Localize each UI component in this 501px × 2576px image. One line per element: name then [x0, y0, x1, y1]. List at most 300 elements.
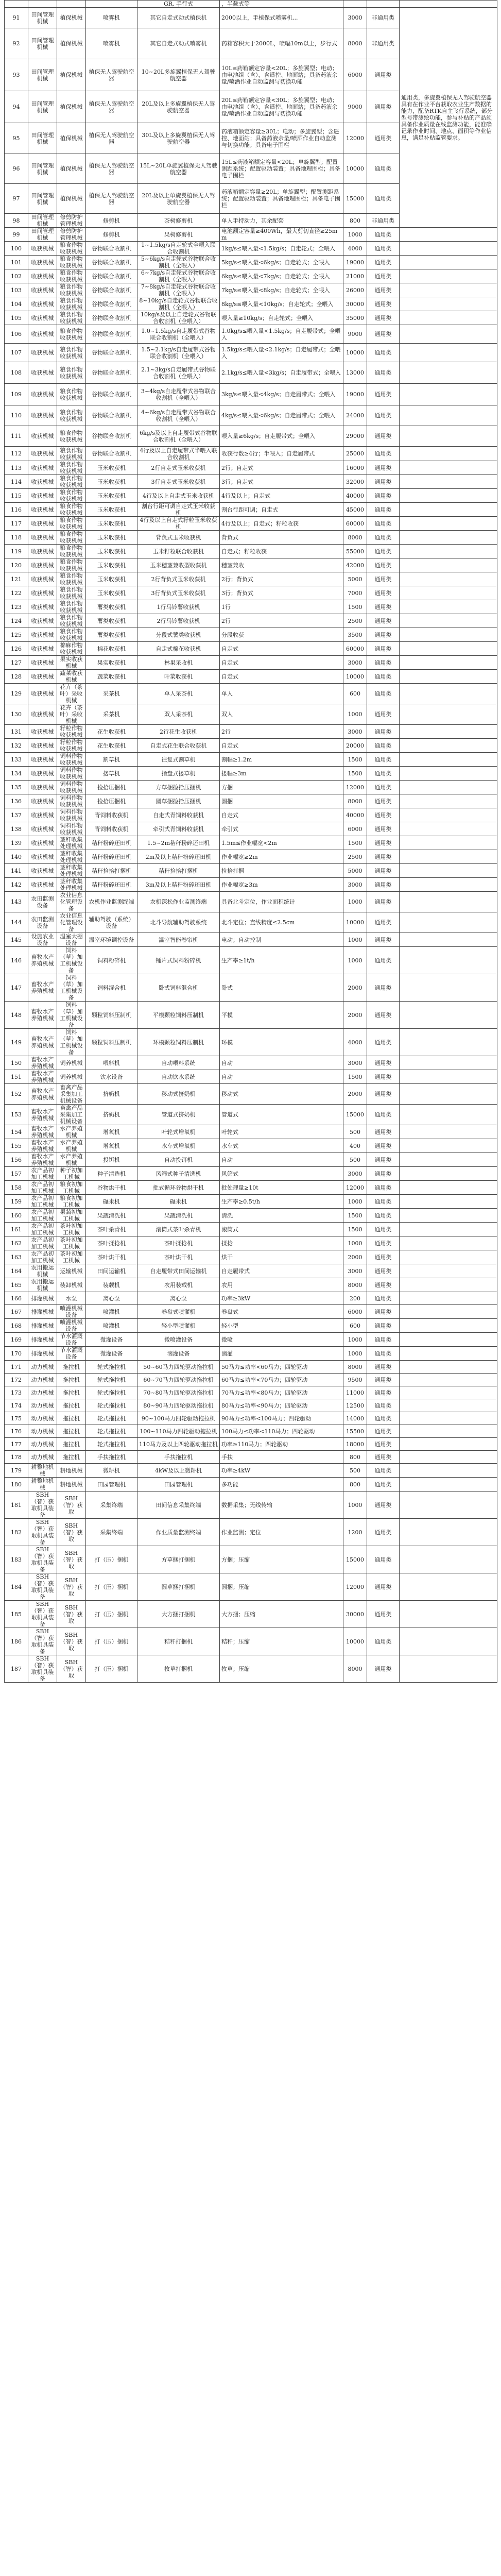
subcategory-cell: 修剪防护管理机械	[57, 214, 86, 228]
scope-cell: 通用类	[367, 642, 400, 656]
note-cell	[400, 1451, 497, 1464]
category-cell: 田间管理机械	[28, 123, 57, 154]
name-cell: 背负式玉米收获机	[137, 531, 220, 545]
subcategory-cell: 农业信息化管理设备	[57, 892, 86, 912]
product-cell: 谷物联合收割机	[86, 405, 137, 426]
price-cell: 4000	[343, 1029, 367, 1056]
subcategory-cell: 畜禽产品采集加工机械设备	[57, 1084, 86, 1105]
seq-cell: 139	[5, 836, 28, 850]
price-cell: 12000	[343, 1181, 367, 1195]
table-row	[5, 1070, 497, 1084]
subcategory-cell: 种子初加工机械	[57, 1167, 86, 1181]
subcategory-cell: 粮食作物收获机械	[57, 558, 86, 572]
subcategory-cell: SBH（智）获取	[57, 1655, 86, 1683]
category-cell: 收获机械	[28, 311, 57, 325]
scope-cell: 通用类	[367, 517, 400, 531]
note-cell	[400, 912, 497, 933]
param-cell: 秸秆；压缩	[220, 1628, 343, 1655]
note-cell	[400, 1425, 497, 1438]
note-cell	[400, 269, 497, 283]
table-row	[5, 1374, 497, 1386]
name-cell: 方草捆捡拾压捆机	[137, 781, 220, 794]
name-cell: 20L及以上多旋翼植保无人驾驶航空器	[137, 91, 220, 123]
note-cell: 通用类，多旋翼植保无人驾驶航空器具有在作业平台获取农业生产数据的能力，配备RTK自主飞行系统，部分型号带测绘功能，参与补贴的产品须具备作业质量在线监测功能，能准确记录作业时间、地点、面积等作业信息，满足补贴监管要求。	[400, 8, 497, 228]
table-row	[5, 642, 497, 656]
scope-cell: 通用类	[367, 545, 400, 558]
note-cell	[400, 850, 497, 864]
price-cell: 1000	[343, 892, 367, 912]
param-cell: 药液箱额定容量≥20L；单旋翼型；配置测距系统；配置驱动装置；具备地理围栏；具备电子围栏	[220, 184, 343, 214]
scope-cell: 通用类	[367, 822, 400, 836]
category-cell: 动力机械	[28, 1374, 57, 1386]
seq-cell: 116	[5, 503, 28, 517]
note-cell	[400, 1167, 497, 1181]
seq-cell: 164	[5, 1264, 28, 1278]
subcategory-cell: 喷灌机械设备	[57, 1319, 86, 1333]
scope-cell: 通用类	[367, 405, 400, 426]
category-cell: 畜牧水产养殖机械	[28, 1056, 57, 1070]
subcategory-cell: 饲料作物收获机械	[57, 794, 86, 808]
table-row	[5, 974, 497, 1002]
product-cell: 微灌设备	[86, 1333, 137, 1347]
price-cell: 21000	[343, 269, 367, 283]
note-cell	[400, 1250, 497, 1264]
scope-cell: 通用类	[367, 1399, 400, 1412]
scope-cell: 通用类	[367, 297, 400, 311]
scope-cell: 通用类	[367, 1029, 400, 1056]
category-cell: 收获机械	[28, 517, 57, 531]
note-cell	[400, 1478, 497, 1492]
scope-cell: 通用类	[367, 1333, 400, 1347]
subcategory-cell: 粮食作物收获机械	[57, 628, 86, 642]
category-cell: 收获机械	[28, 362, 57, 384]
name-cell: 牵引式青饲料收获机	[137, 822, 220, 836]
product-cell: 种子清选机	[86, 1167, 137, 1181]
name-cell: 2行花生收获机	[137, 725, 220, 739]
product-cell: 谷物联合收割机	[86, 325, 137, 344]
category-cell: 农用搬运机械	[28, 1264, 57, 1278]
seq-cell: 136	[5, 794, 28, 808]
table-row	[5, 1655, 497, 1683]
product-cell: 颗粒饲料压制机	[86, 1029, 137, 1056]
scope-cell: 通用类	[367, 1347, 400, 1361]
subcategory-cell: SBH（智）获取	[57, 1628, 86, 1655]
table-row	[5, 362, 497, 384]
name-cell: 作业质量监测终端	[137, 1519, 220, 1546]
price-cell: 15000	[343, 1105, 367, 1125]
note-cell	[400, 447, 497, 461]
category-cell: 收获机械	[28, 384, 57, 405]
name-cell: 秸秆打捆机	[137, 1628, 220, 1655]
product-cell: 轮式拖拉机	[86, 1374, 137, 1386]
price-cell: 16000	[343, 461, 367, 475]
category-cell: 畜牧水产养殖机械	[28, 1105, 57, 1125]
param-cell: 揉捻	[220, 1236, 343, 1250]
param-cell: 圆捆；压缩	[220, 1573, 343, 1601]
product-cell: 玉米收获机	[86, 489, 137, 503]
fragment-name: GR, 手行式	[137, 1, 220, 8]
category-cell: 农产品初加工机械	[28, 1223, 57, 1236]
subcategory-cell: 籽粒作物收获机械	[57, 725, 86, 739]
product-cell: 谷物联合收割机	[86, 447, 137, 461]
price-cell: 1000	[343, 1195, 367, 1209]
table-row	[5, 325, 497, 344]
scope-cell: 通用类	[367, 1374, 400, 1386]
price-cell: 3000	[343, 725, 367, 739]
scope-cell: 通用类	[367, 1002, 400, 1029]
subcategory-cell: 拖拉机	[57, 1438, 86, 1451]
seq-cell: 134	[5, 767, 28, 781]
name-cell: 手扶拖拉机	[137, 1451, 220, 1464]
note-cell	[400, 933, 497, 947]
name-cell: 6kg/s及以上自走履带式谷物联合收割机（全喂入）	[137, 426, 220, 447]
name-cell: 1行马铃薯收获机	[137, 600, 220, 614]
table-row	[5, 1264, 497, 1278]
category-cell: 田间管理机械	[28, 59, 57, 91]
scope-cell: 通用类	[367, 123, 400, 154]
seq-cell: 133	[5, 753, 28, 767]
product-cell: 手扶拖拉机	[86, 1451, 137, 1464]
seq-cell: 118	[5, 531, 28, 545]
note-cell	[400, 1181, 497, 1195]
note-cell	[400, 503, 497, 517]
param-cell: 7kg/s≤喂入量<8kg/s；自走轮式；全喂入	[220, 283, 343, 297]
scope-cell: 通用类	[367, 1386, 400, 1399]
seq-cell: 150	[5, 1056, 28, 1070]
price-cell: 1500	[343, 836, 367, 850]
subcategory-cell: 修剪防护管理机械	[57, 228, 86, 242]
product-cell: 修剪机	[86, 228, 137, 242]
param-cell: 割幅≥1.2m	[220, 753, 343, 767]
name-cell: 2行自走式玉米收获机	[137, 461, 220, 475]
price-cell: 2000	[343, 974, 367, 1002]
name-cell: 圆草捆捡拾压捆机	[137, 794, 220, 808]
table-row	[5, 628, 497, 642]
category-cell: 田间管理机械	[28, 28, 57, 59]
category-cell: 畜牧水产养殖机械	[28, 1070, 57, 1084]
param-cell: 4行及以上；自走式；籽粒收获	[220, 517, 343, 531]
note-cell	[400, 1195, 497, 1209]
category-cell: 收获机械	[28, 344, 57, 362]
table-row	[5, 850, 497, 864]
seq-cell: 95	[5, 123, 28, 154]
scope-cell: 通用类	[367, 656, 400, 670]
table-row	[5, 1002, 497, 1029]
product-cell: 挤奶机	[86, 1084, 137, 1105]
category-cell: 收获机械	[28, 670, 57, 684]
param-cell: 生产率≥0.5t/h	[220, 1195, 343, 1209]
name-cell: 5~6kg/s自走轮式谷物联合收割机（全喂入）	[137, 256, 220, 269]
name-cell: 果树修剪机	[137, 228, 220, 242]
product-cell: 采茶机	[86, 684, 137, 704]
table-row	[5, 1209, 497, 1223]
subcategory-cell: 蔬菜收获机械	[57, 670, 86, 684]
price-cell: 4000	[343, 242, 367, 256]
product-cell: 打（压）捆机	[86, 1628, 137, 1655]
scope-cell: 通用类	[367, 1278, 400, 1292]
param-cell: 药箱容积大于2000L，喷幅10m以上，步行式	[220, 28, 343, 59]
seq-cell: 157	[5, 1167, 28, 1181]
name-cell: 叶菜收获机	[137, 670, 220, 684]
product-cell: 喷灌机	[86, 1319, 137, 1333]
table-row	[5, 1181, 497, 1195]
note-cell	[400, 1305, 497, 1319]
note-cell	[400, 1056, 497, 1070]
category-cell: 田间管理机械	[28, 91, 57, 123]
param-cell: 圆捆	[220, 794, 343, 808]
subcategory-cell: 饲料作物收获机械	[57, 822, 86, 836]
category-cell: 收获机械	[28, 628, 57, 642]
scope-cell: 通用类	[367, 1181, 400, 1195]
seq-cell: 113	[5, 461, 28, 475]
scope-cell: 通用类	[367, 426, 400, 447]
param-cell: 功率≥3kW	[220, 1292, 343, 1305]
name-cell: 管道式挤奶机	[137, 1105, 220, 1125]
category-cell: 畜牧水产养殖机械	[28, 1125, 57, 1139]
price-cell: 8000	[343, 794, 367, 808]
table-row	[5, 1425, 497, 1438]
param-cell: 60马力≤功率<70马力；四轮驱动	[220, 1374, 343, 1386]
price-cell: 30000	[343, 297, 367, 311]
note-cell	[400, 1105, 497, 1125]
name-cell: 自动投饵机	[137, 1153, 220, 1167]
category-cell: 收获机械	[28, 405, 57, 426]
price-cell: 3000	[343, 8, 367, 28]
name-cell: 果蔬清洗机	[137, 1209, 220, 1223]
scope-cell: 通用类	[367, 1438, 400, 1451]
product-cell: 秸秆捡拾打捆机	[86, 864, 137, 878]
scope-cell: 通用类	[367, 947, 400, 974]
table-row	[5, 384, 497, 405]
product-cell: 搂草机	[86, 767, 137, 781]
name-cell: 林果采收机	[137, 656, 220, 670]
note-cell	[400, 794, 497, 808]
name-cell: 滴灌设备	[137, 1347, 220, 1361]
scope-cell: 通用类	[367, 1361, 400, 1374]
product-cell: 玉米收获机	[86, 586, 137, 600]
product-cell: 果实收获机	[86, 656, 137, 670]
price-cell: 8000	[343, 1655, 367, 1683]
subcategory-cell: 饲料作物收获机械	[57, 753, 86, 767]
price-cell: 30000	[343, 1601, 367, 1628]
scope-cell: 通用类	[367, 1492, 400, 1519]
product-cell: 花生收获机	[86, 725, 137, 739]
seq-cell: 124	[5, 614, 28, 628]
subcategory-cell: 棉麻作物收获机械	[57, 642, 86, 656]
note-cell	[400, 1278, 497, 1292]
param-cell: 移动式	[220, 1084, 343, 1105]
seq-cell: 180	[5, 1478, 28, 1492]
scope-cell: 通用类	[367, 59, 400, 91]
name-cell: 自动喂料系统	[137, 1056, 220, 1070]
seq-cell: 171	[5, 1361, 28, 1374]
product-cell: 棉花收获机	[86, 642, 137, 656]
product-cell: 玉米收获机	[86, 503, 137, 517]
product-cell: 玉米收获机	[86, 572, 137, 586]
category-cell: 收获机械	[28, 600, 57, 614]
price-cell: 32000	[343, 475, 367, 489]
subcategory-cell: 饲料作物收获机械	[57, 808, 86, 822]
category-cell: 收获机械	[28, 767, 57, 781]
scope-cell: 通用类	[367, 1153, 400, 1167]
category-cell: 农产品初加工机械	[28, 1250, 57, 1264]
param-cell: 环模	[220, 1029, 343, 1056]
note-cell	[400, 517, 497, 531]
name-cell: 单人采茶机	[137, 684, 220, 704]
category-cell: SBH（智）获取机具装备	[28, 1573, 57, 1601]
table-row	[5, 242, 497, 256]
price-cell: 2000	[343, 1002, 367, 1029]
product-cell: 轮式拖拉机	[86, 1425, 137, 1438]
param-cell: 自走式	[220, 656, 343, 670]
scope-cell: 通用类	[367, 489, 400, 503]
subcategory-cell: 拖拉机	[57, 1386, 86, 1399]
subcategory-cell: 拖拉机	[57, 1412, 86, 1425]
scope-cell: 通用类	[367, 781, 400, 794]
subcategory-cell: 饲料（草）加工机械设备	[57, 1002, 86, 1029]
subcategory-cell: 植保机械	[57, 8, 86, 28]
subcategory-cell: 粮食作物收获机械	[57, 461, 86, 475]
category-cell: 动力机械	[28, 1361, 57, 1374]
product-cell: 果蔬清洗机	[86, 1209, 137, 1223]
scope-cell: 通用类	[367, 447, 400, 461]
param-cell: 大方捆；压缩	[220, 1601, 343, 1628]
price-cell: 10000	[343, 670, 367, 684]
subcategory-cell: 喷灌机械设备	[57, 1305, 86, 1319]
note-cell	[400, 384, 497, 405]
price-cell: 600	[343, 684, 367, 704]
name-cell: 1.0~1.5kg/s自走履带式谷物联合收割机（全喂入）	[137, 325, 220, 344]
table-row	[5, 767, 497, 781]
price-cell: 15500	[343, 1425, 367, 1438]
param-cell: 自走式	[220, 739, 343, 753]
seq-cell: 112	[5, 447, 28, 461]
name-cell: 农用装载机	[137, 1278, 220, 1292]
seq-cell: 107	[5, 344, 28, 362]
seq-cell: 187	[5, 1655, 28, 1683]
product-cell: 轮式拖拉机	[86, 1399, 137, 1412]
category-cell: 收获机械	[28, 586, 57, 600]
param-cell: 自走式	[220, 642, 343, 656]
name-cell: 其它自走式动式植保机	[137, 8, 220, 28]
name-cell: 往复式割草机	[137, 753, 220, 767]
note-cell	[400, 344, 497, 362]
note-cell	[400, 311, 497, 325]
note-cell	[400, 475, 497, 489]
param-cell: 6kg/s≤喂入量<7kg/s；自走轮式；全喂入	[220, 269, 343, 283]
note-cell	[400, 642, 497, 656]
scope-cell: 通用类	[367, 1056, 400, 1070]
category-cell: SBH（智）获取机具装备	[28, 1655, 57, 1683]
category-cell: SBH（智）获取机具装备	[28, 1601, 57, 1628]
category-cell: 田间管理机械	[28, 8, 57, 28]
table-row	[5, 1105, 497, 1125]
category-cell: 农产品初加工机械	[28, 1167, 57, 1181]
seq-cell: 103	[5, 283, 28, 297]
scope-cell: 通用类	[367, 154, 400, 184]
name-cell: 环模颗粒饲料压制机	[137, 1029, 220, 1056]
seq-cell: 176	[5, 1425, 28, 1438]
subcategory-cell: 畜禽产品采集加工机械设备	[57, 1105, 86, 1125]
seq-cell: 144	[5, 912, 28, 933]
param-cell: 单人手持动力，其余配套	[220, 214, 343, 228]
price-cell: 12500	[343, 1399, 367, 1412]
subcategory-cell: 粮食作物收获机械	[57, 344, 86, 362]
price-cell: 18000	[343, 1438, 367, 1451]
note-cell	[400, 1519, 497, 1546]
table-row	[5, 531, 497, 545]
table-row	[5, 912, 497, 933]
table-row	[5, 947, 497, 974]
price-cell: 3000	[343, 656, 367, 670]
price-cell: 26000	[343, 283, 367, 297]
table-row	[5, 1347, 497, 1361]
table-row	[5, 600, 497, 614]
table-row	[5, 1250, 497, 1264]
seq-cell: 108	[5, 362, 28, 384]
price-cell: 10000	[343, 912, 367, 933]
param-cell: 方捆	[220, 781, 343, 794]
name-cell: 自走式青饲料收获机	[137, 808, 220, 822]
product-cell: 青饲料收获机	[86, 822, 137, 836]
seq-cell: 119	[5, 545, 28, 558]
table-row	[5, 822, 497, 836]
category-cell: SBH（智）获取机具装备	[28, 1628, 57, 1655]
param-cell: 自走式	[220, 808, 343, 822]
name-cell: 温室智能卷帘机	[137, 933, 220, 947]
seq-cell: 106	[5, 325, 28, 344]
table-row	[5, 1492, 497, 1519]
note-cell	[400, 753, 497, 767]
seq-cell: 141	[5, 864, 28, 878]
name-cell: 指盘式搂草机	[137, 767, 220, 781]
note-cell	[400, 1264, 497, 1278]
table-row	[5, 8, 497, 28]
param-cell: 轻小型	[220, 1319, 343, 1333]
subcategory-cell: 茎秆收集处理机械	[57, 878, 86, 892]
category-cell: 收获机械	[28, 794, 57, 808]
name-cell: 牧草打捆机	[137, 1655, 220, 1683]
name-cell: 玉米籽粒联合收获机	[137, 545, 220, 558]
category-cell: 农田监测设备	[28, 912, 57, 933]
note-cell	[400, 864, 497, 878]
subcategory-cell: 饲养机械	[57, 1056, 86, 1070]
product-cell: 辅助驾驶（系统）设备	[86, 912, 137, 933]
param-cell: 90马力≤功率<100马力；四轮驱动	[220, 1412, 343, 1425]
name-cell: 30L及以上多旋翼植保无人驾驶航空器	[137, 123, 220, 154]
table-row	[5, 461, 497, 475]
note-cell	[400, 325, 497, 344]
seq-cell: 131	[5, 725, 28, 739]
scope-cell: 通用类	[367, 725, 400, 739]
subcategory-cell: 农业信息化管理设备	[57, 912, 86, 933]
scope-cell: 通用类	[367, 344, 400, 362]
category-cell: 畜牧水产养殖机械	[28, 1084, 57, 1105]
param-cell: 2行	[220, 725, 343, 739]
scope-cell: 通用类	[367, 864, 400, 878]
param-cell: 4kg/s≤喂入量<6kg/s；自走履带式；全喂入	[220, 405, 343, 426]
seq-cell: 162	[5, 1236, 28, 1250]
name-cell: 10kg/s及以上自走轮式谷物联合收割机（全喂入）	[137, 311, 220, 325]
seq-cell: 127	[5, 656, 28, 670]
product-cell: 谷物联合收割机	[86, 344, 137, 362]
table-row	[5, 545, 497, 558]
name-cell: 割台行距可调自走式玉米收获机	[137, 503, 220, 517]
seq-cell: 155	[5, 1139, 28, 1153]
param-cell: 割台行距可调；自走式	[220, 503, 343, 517]
price-cell: 35000	[343, 311, 367, 325]
subcategory-cell: 饲料（草）加工机械设备	[57, 1029, 86, 1056]
